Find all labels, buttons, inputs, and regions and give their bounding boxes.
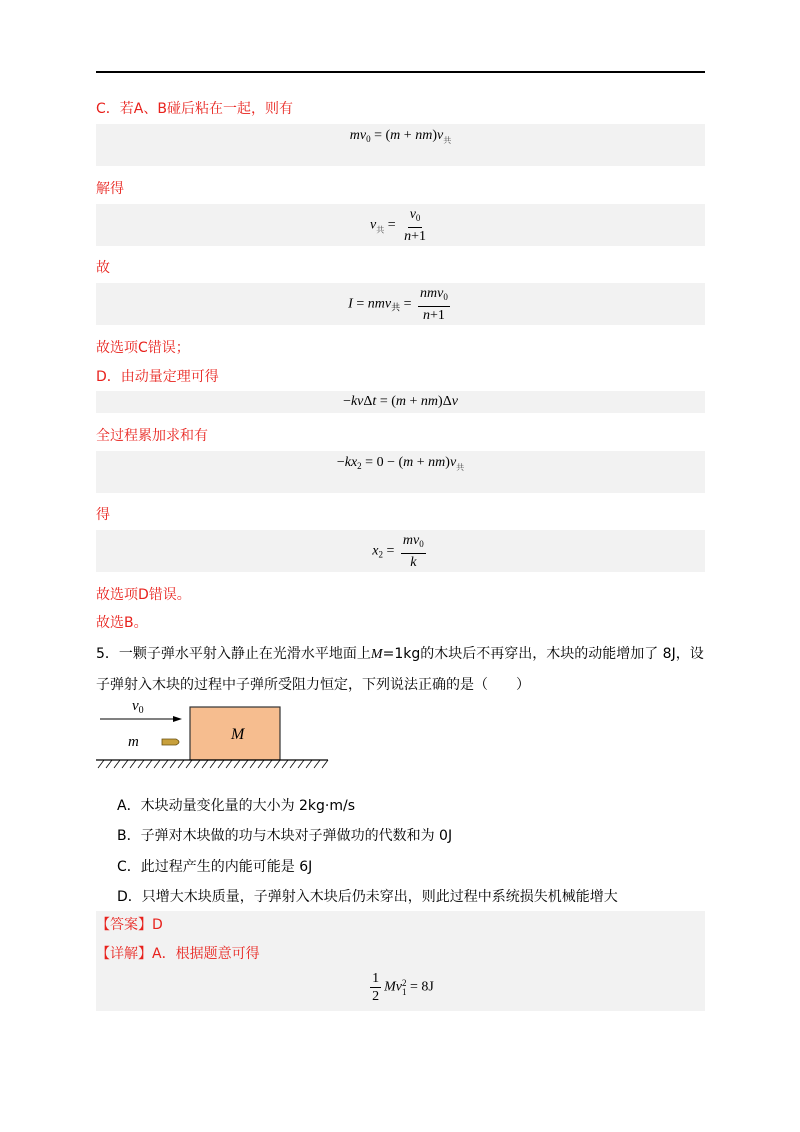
equation-common-velocity: $v_共$ = $\frac{v_0}{n+1}$ [96,204,705,246]
equation-momentum-conservation: $mv_0 = (m + nm)v_共$ [96,124,705,166]
equation-impulse: I = nmv$_共$ = $\frac{nmv_0}{n+1}$ [96,283,705,325]
ground-hatching [98,760,328,768]
answer-line: 【答案】D [96,917,163,933]
detail-line: 【详解】A．根据题意可得 [96,946,260,962]
solution-d-wrong: 故选项D错误。 [96,587,191,603]
bullet-icon [162,739,179,745]
solution-c-wrong: 故选项C错误； [96,340,190,356]
option-c[interactable]: C．此过程产生的内能可能是 6J [117,859,313,875]
bullet-block-figure [96,696,336,774]
answer-box [96,911,705,1011]
solution-c-text: C．若A、B碰后粘在一起，则有 [96,101,293,117]
option-b[interactable]: B．子弹对木块做的功与木块对子弹做功的代数和为 0J [117,828,453,844]
equation-momentum-theorem: −kvΔt = (m + nm)Δv [96,391,705,413]
question-5: 5．一颗子弹水平射入静止在光滑水平地面上M=1kg的木块后不再穿出，木块的动能增加了 8J，设子弹射入木块的过程中子弹所受阻力恒定，下列说法正确的是（ ） [96,646,704,693]
figure-M-label: M [231,726,245,743]
solution-d-text: D．由动量定理可得 [96,369,219,385]
velocity-arrowhead [173,716,182,722]
solution-de-text: 得 [96,507,110,523]
figure-m-label: m [128,734,139,750]
header-rule [96,71,705,73]
solution-jiede-text: 解得 [96,181,124,197]
solution-choose: 故选B。 [96,615,148,631]
equation-kinetic-energy: $\frac{1}{2}$ Mv 2 1 = 8J [372,971,434,1004]
option-a[interactable]: A．木块动量变化量的大小为 2kg·m/s [117,798,356,814]
figure-v0-label: $v_0$ [132,698,144,716]
solution-gu-text: 故 [96,260,110,276]
equation-sum: $-kx_2 = 0 - (m + nm)v_共$ [96,451,705,493]
equation-displacement: $x_2$ = $\frac{mv_0}{k}$ [96,530,705,572]
option-d[interactable]: D．只增大木块质量，子弹射入木块后仍未穿出，则此过程中系统损失机械能增大 [117,889,618,905]
solution-sum-text: 全过程累加求和有 [96,428,208,444]
